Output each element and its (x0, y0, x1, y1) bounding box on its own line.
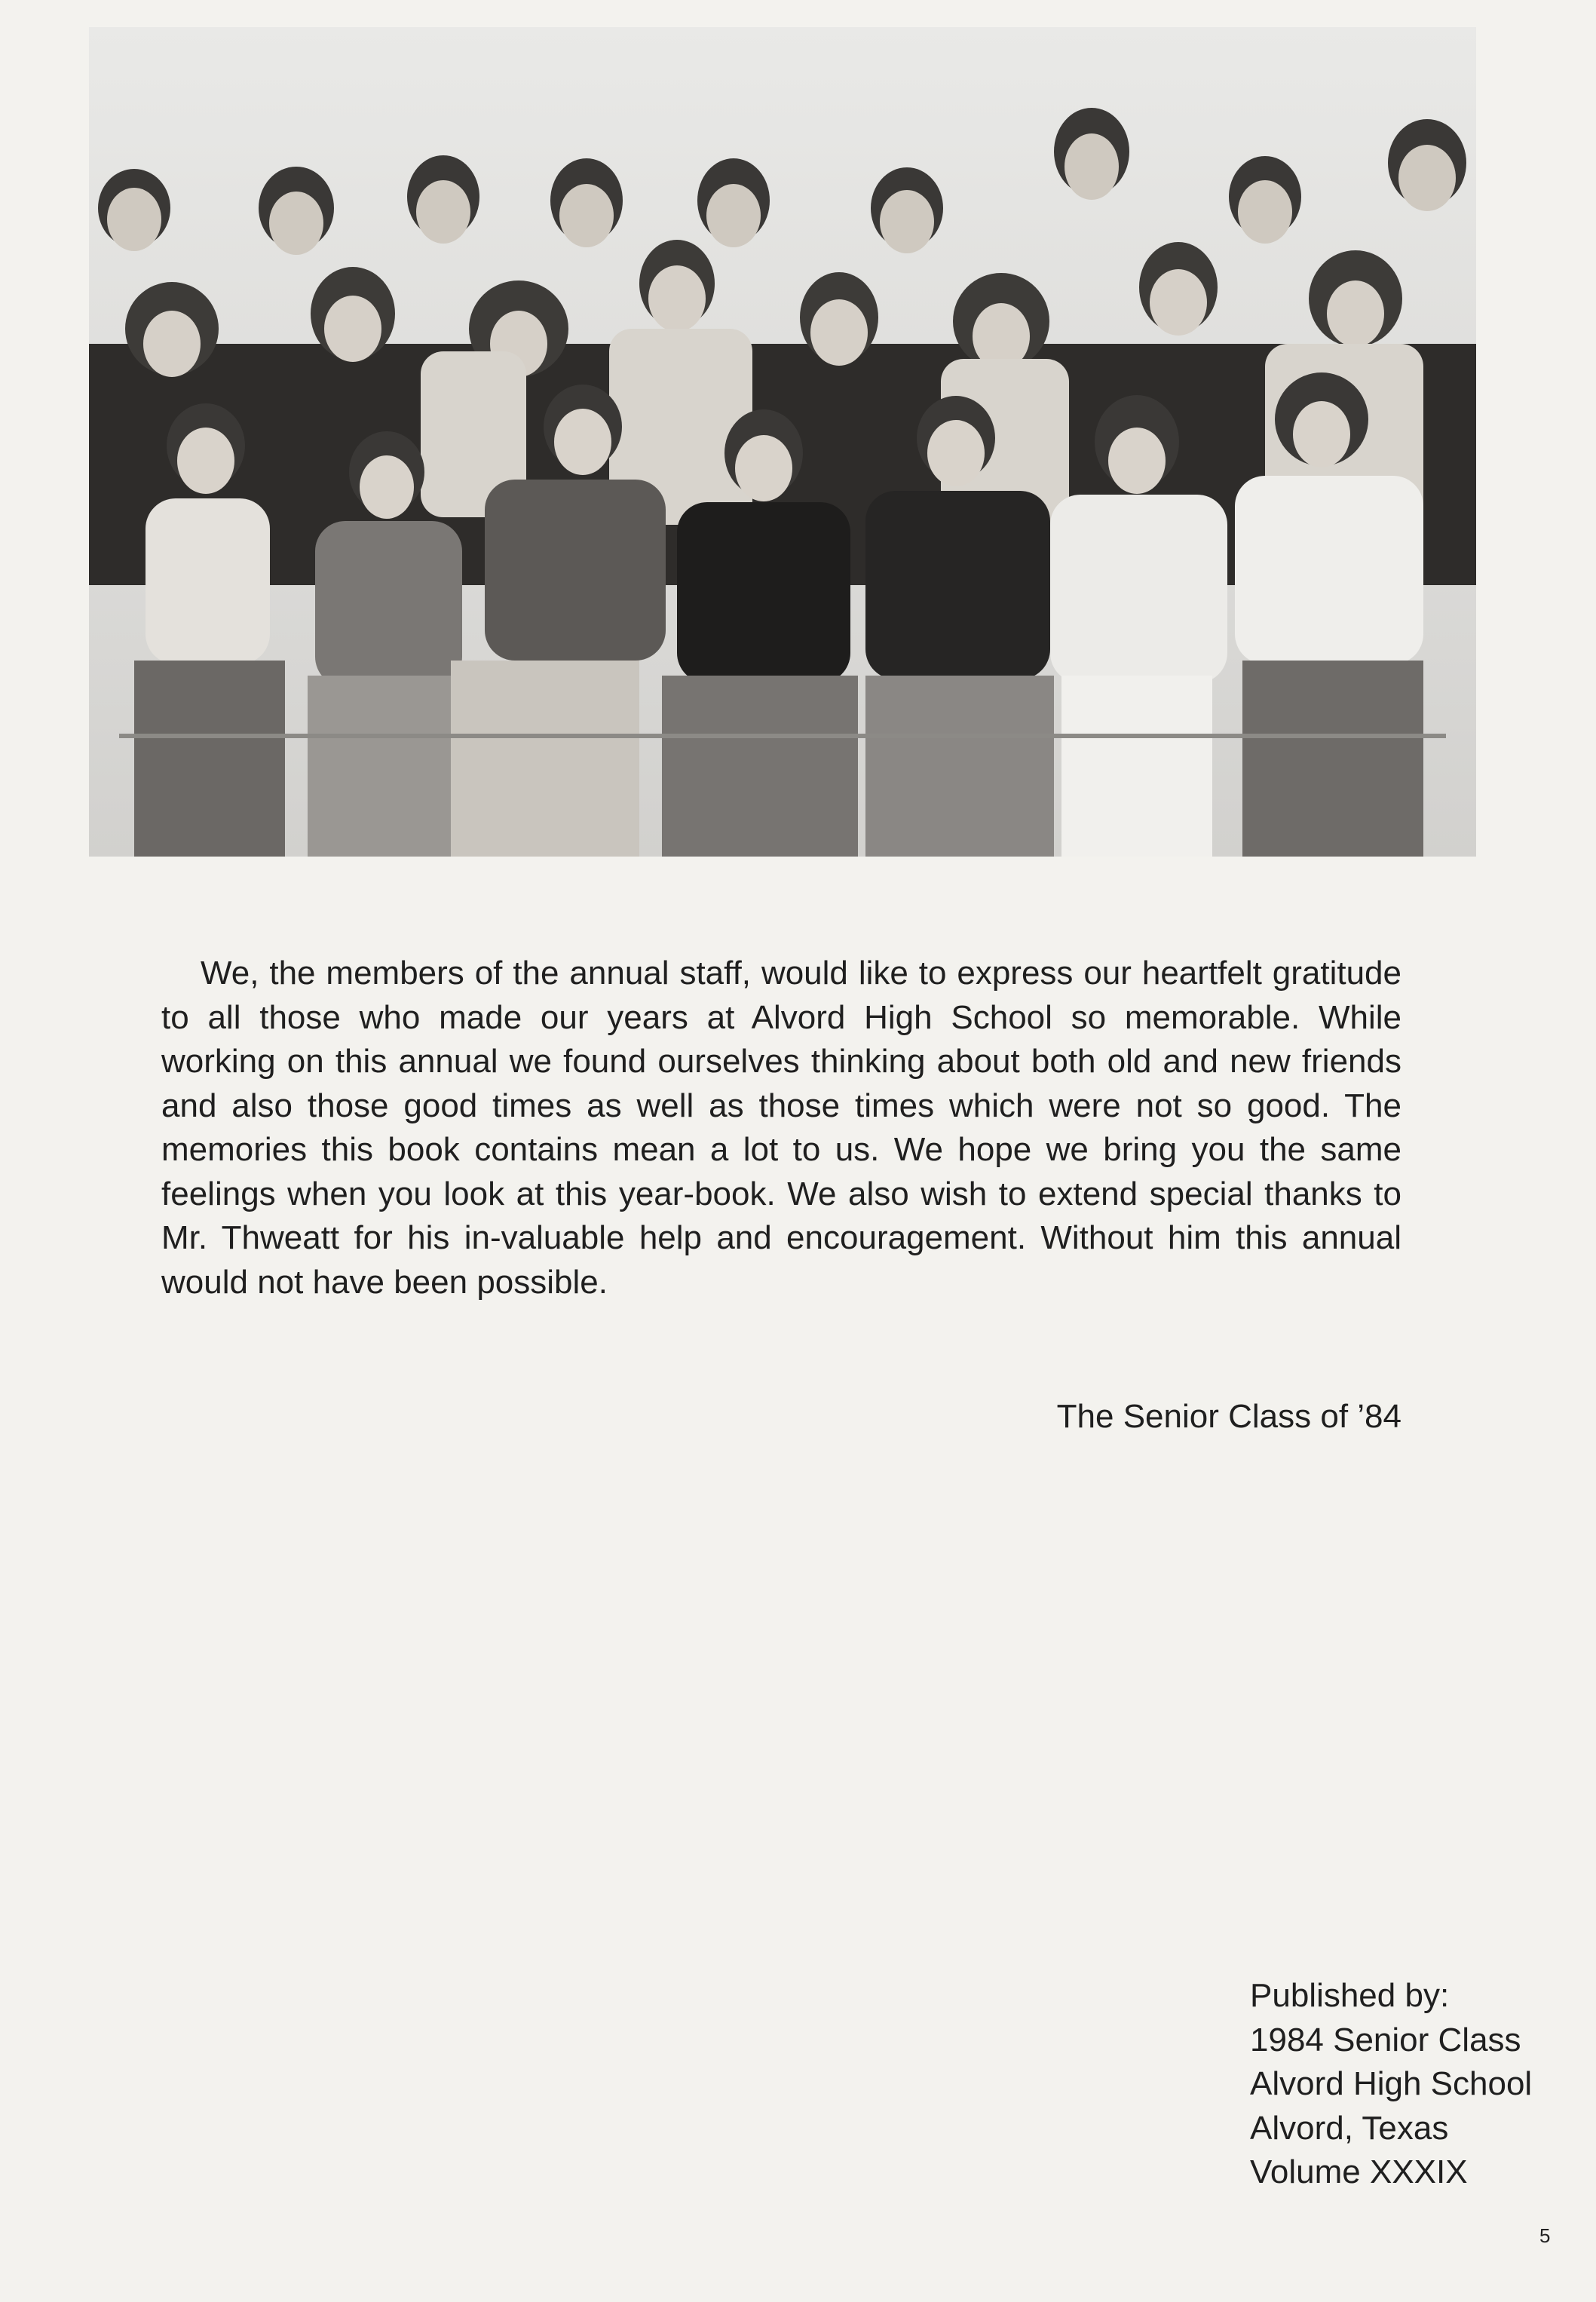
signature-line: The Senior Class of ’84 (1056, 1398, 1401, 1435)
group-photo (89, 27, 1476, 857)
group-photo-illustration (89, 27, 1476, 857)
publisher-block (1250, 1974, 1532, 2195)
page-number: 5 (1539, 2224, 1551, 2247)
acknowledgement-paragraph: We, the members of the annual staff, would like to express our heartfelt gratitude to all those who made our years at Alvord High School so memorable. While working on this annual we found ourselves thinking about both old and new friends and also those good times as well as those times which were not so good. The memories this book contains mean a lot to us. We hope we bring you the same feelings when you look at this year-book. We also wish to extend special thanks to Mr. Thweatt for his in-valuable help and encouragement. Without him this annual would not have been possible. (161, 955, 1401, 1301)
publisher-line-3: Alvord High School (1250, 2065, 1533, 2102)
publisher-line-2: 1984 Senior Class (1250, 2021, 1521, 2058)
publisher-line-1: Published by: (1250, 1977, 1450, 2014)
publisher-line-5: Volume XXXIX (1250, 2153, 1468, 2190)
publisher-line-4: Alvord, Texas (1250, 2109, 1449, 2147)
